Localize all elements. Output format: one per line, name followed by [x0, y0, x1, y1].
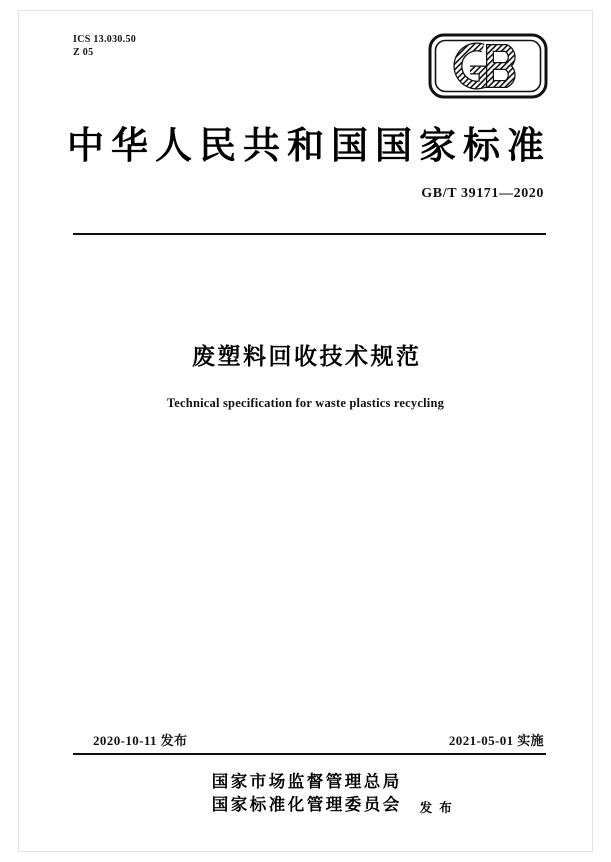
publisher-line-1: 国家市场监督管理总局 — [211, 772, 402, 791]
document-title-english: Technical specification for waste plastics recycling — [166, 396, 445, 410]
footer-divider — [73, 753, 546, 755]
publisher-block — [19, 771, 592, 817]
document-title-chinese: 废塑料回收技术规范 — [192, 344, 422, 369]
document-sheet — [18, 10, 593, 852]
header-divider — [73, 233, 546, 235]
gb-logo-icon — [428, 33, 548, 99]
publisher-line-2: 国家标准化管理委员会 — [211, 794, 402, 814]
publisher-inner — [209, 771, 454, 817]
effective-date: 2021-05-01 实施 — [448, 733, 544, 748]
ics-code: ICS 13.030.50 — [73, 34, 137, 45]
issue-date: 2020-10-11 发布 — [93, 733, 188, 748]
page-title: 中华人民共和国国家标准 — [67, 126, 551, 167]
ccs-code: Z 05 — [73, 46, 94, 58]
publish-label: 发 布 — [419, 800, 454, 815]
standard-number: GB/T 39171—2020 — [421, 186, 544, 201]
ics-classification-block — [73, 34, 136, 60]
